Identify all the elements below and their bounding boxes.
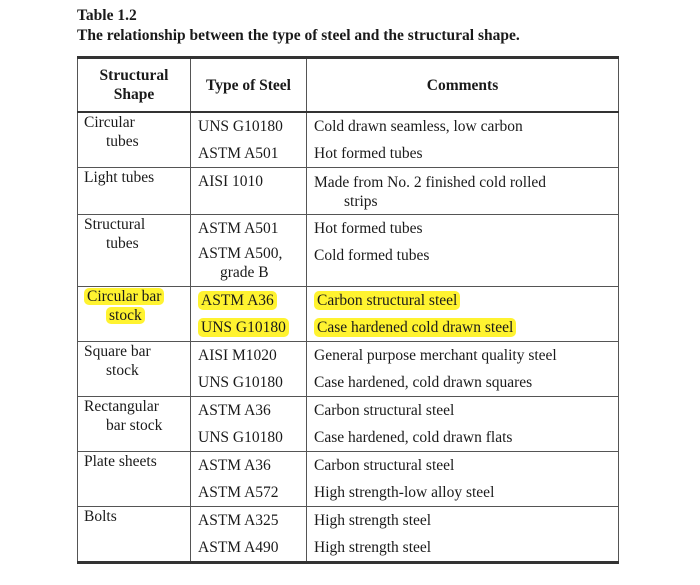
table-caption	[77, 6, 520, 46]
comment-cell: Carbon structural steel Case hardened, cold drawn flats	[307, 397, 619, 452]
shape-cell: Circular tubes	[78, 112, 191, 168]
comment-cell: Hot formed tubes Cold formed tubes	[307, 215, 619, 287]
shape-cell: Circular bar stock	[78, 287, 191, 342]
table-row	[78, 168, 619, 215]
comment-cell: Cold drawn seamless, low carbon Hot formed tubes	[307, 112, 619, 168]
shape-cell: Square bar stock	[78, 342, 191, 397]
shape-cell: Structural tubes	[78, 215, 191, 287]
type-cell: ASTM A36 UNS G10180	[191, 287, 307, 342]
type-cell: ASTM A325 ASTM A490	[191, 507, 307, 563]
type-cell: AISI M1020 UNS G10180	[191, 342, 307, 397]
table-row-highlighted	[78, 287, 619, 342]
comment-cell: Carbon structural steel Case hardened cold drawn steel	[307, 287, 619, 342]
shape-cell: Bolts	[78, 507, 191, 563]
type-cell: ASTM A36 UNS G10180	[191, 397, 307, 452]
type-cell: AISI 1010	[191, 168, 307, 215]
table-row	[78, 452, 619, 507]
header-comments: Comments	[307, 58, 619, 113]
table-row	[78, 507, 619, 563]
table-number: Table 1.2	[77, 7, 137, 24]
table-title: The relationship between the type of steel and the structural shape.	[77, 27, 520, 44]
type-cell: UNS G10180 ASTM A501	[191, 112, 307, 168]
type-cell: ASTM A36 ASTM A572	[191, 452, 307, 507]
table-row	[78, 397, 619, 452]
shape-cell: Rectangular bar stock	[78, 397, 191, 452]
shape-cell: Plate sheets	[78, 452, 191, 507]
comment-cell: High strength steel High strength steel	[307, 507, 619, 563]
table-row	[78, 215, 619, 287]
header-structural-shape: Structural Shape	[78, 58, 191, 113]
header-type-of-steel: Type of Steel	[191, 58, 307, 113]
comment-cell: Made from No. 2 finished cold rolled strips	[307, 168, 619, 215]
steel-shape-table	[77, 56, 619, 564]
type-cell: ASTM A501 ASTM A500, grade B	[191, 215, 307, 287]
shape-cell: Light tubes	[78, 168, 191, 215]
comment-cell: General purpose merchant quality steel Case hardened, cold drawn squares	[307, 342, 619, 397]
table-row	[78, 342, 619, 397]
table-row	[78, 112, 619, 168]
header-row	[78, 58, 619, 113]
comment-cell: Carbon structural steel High strength-low alloy steel	[307, 452, 619, 507]
